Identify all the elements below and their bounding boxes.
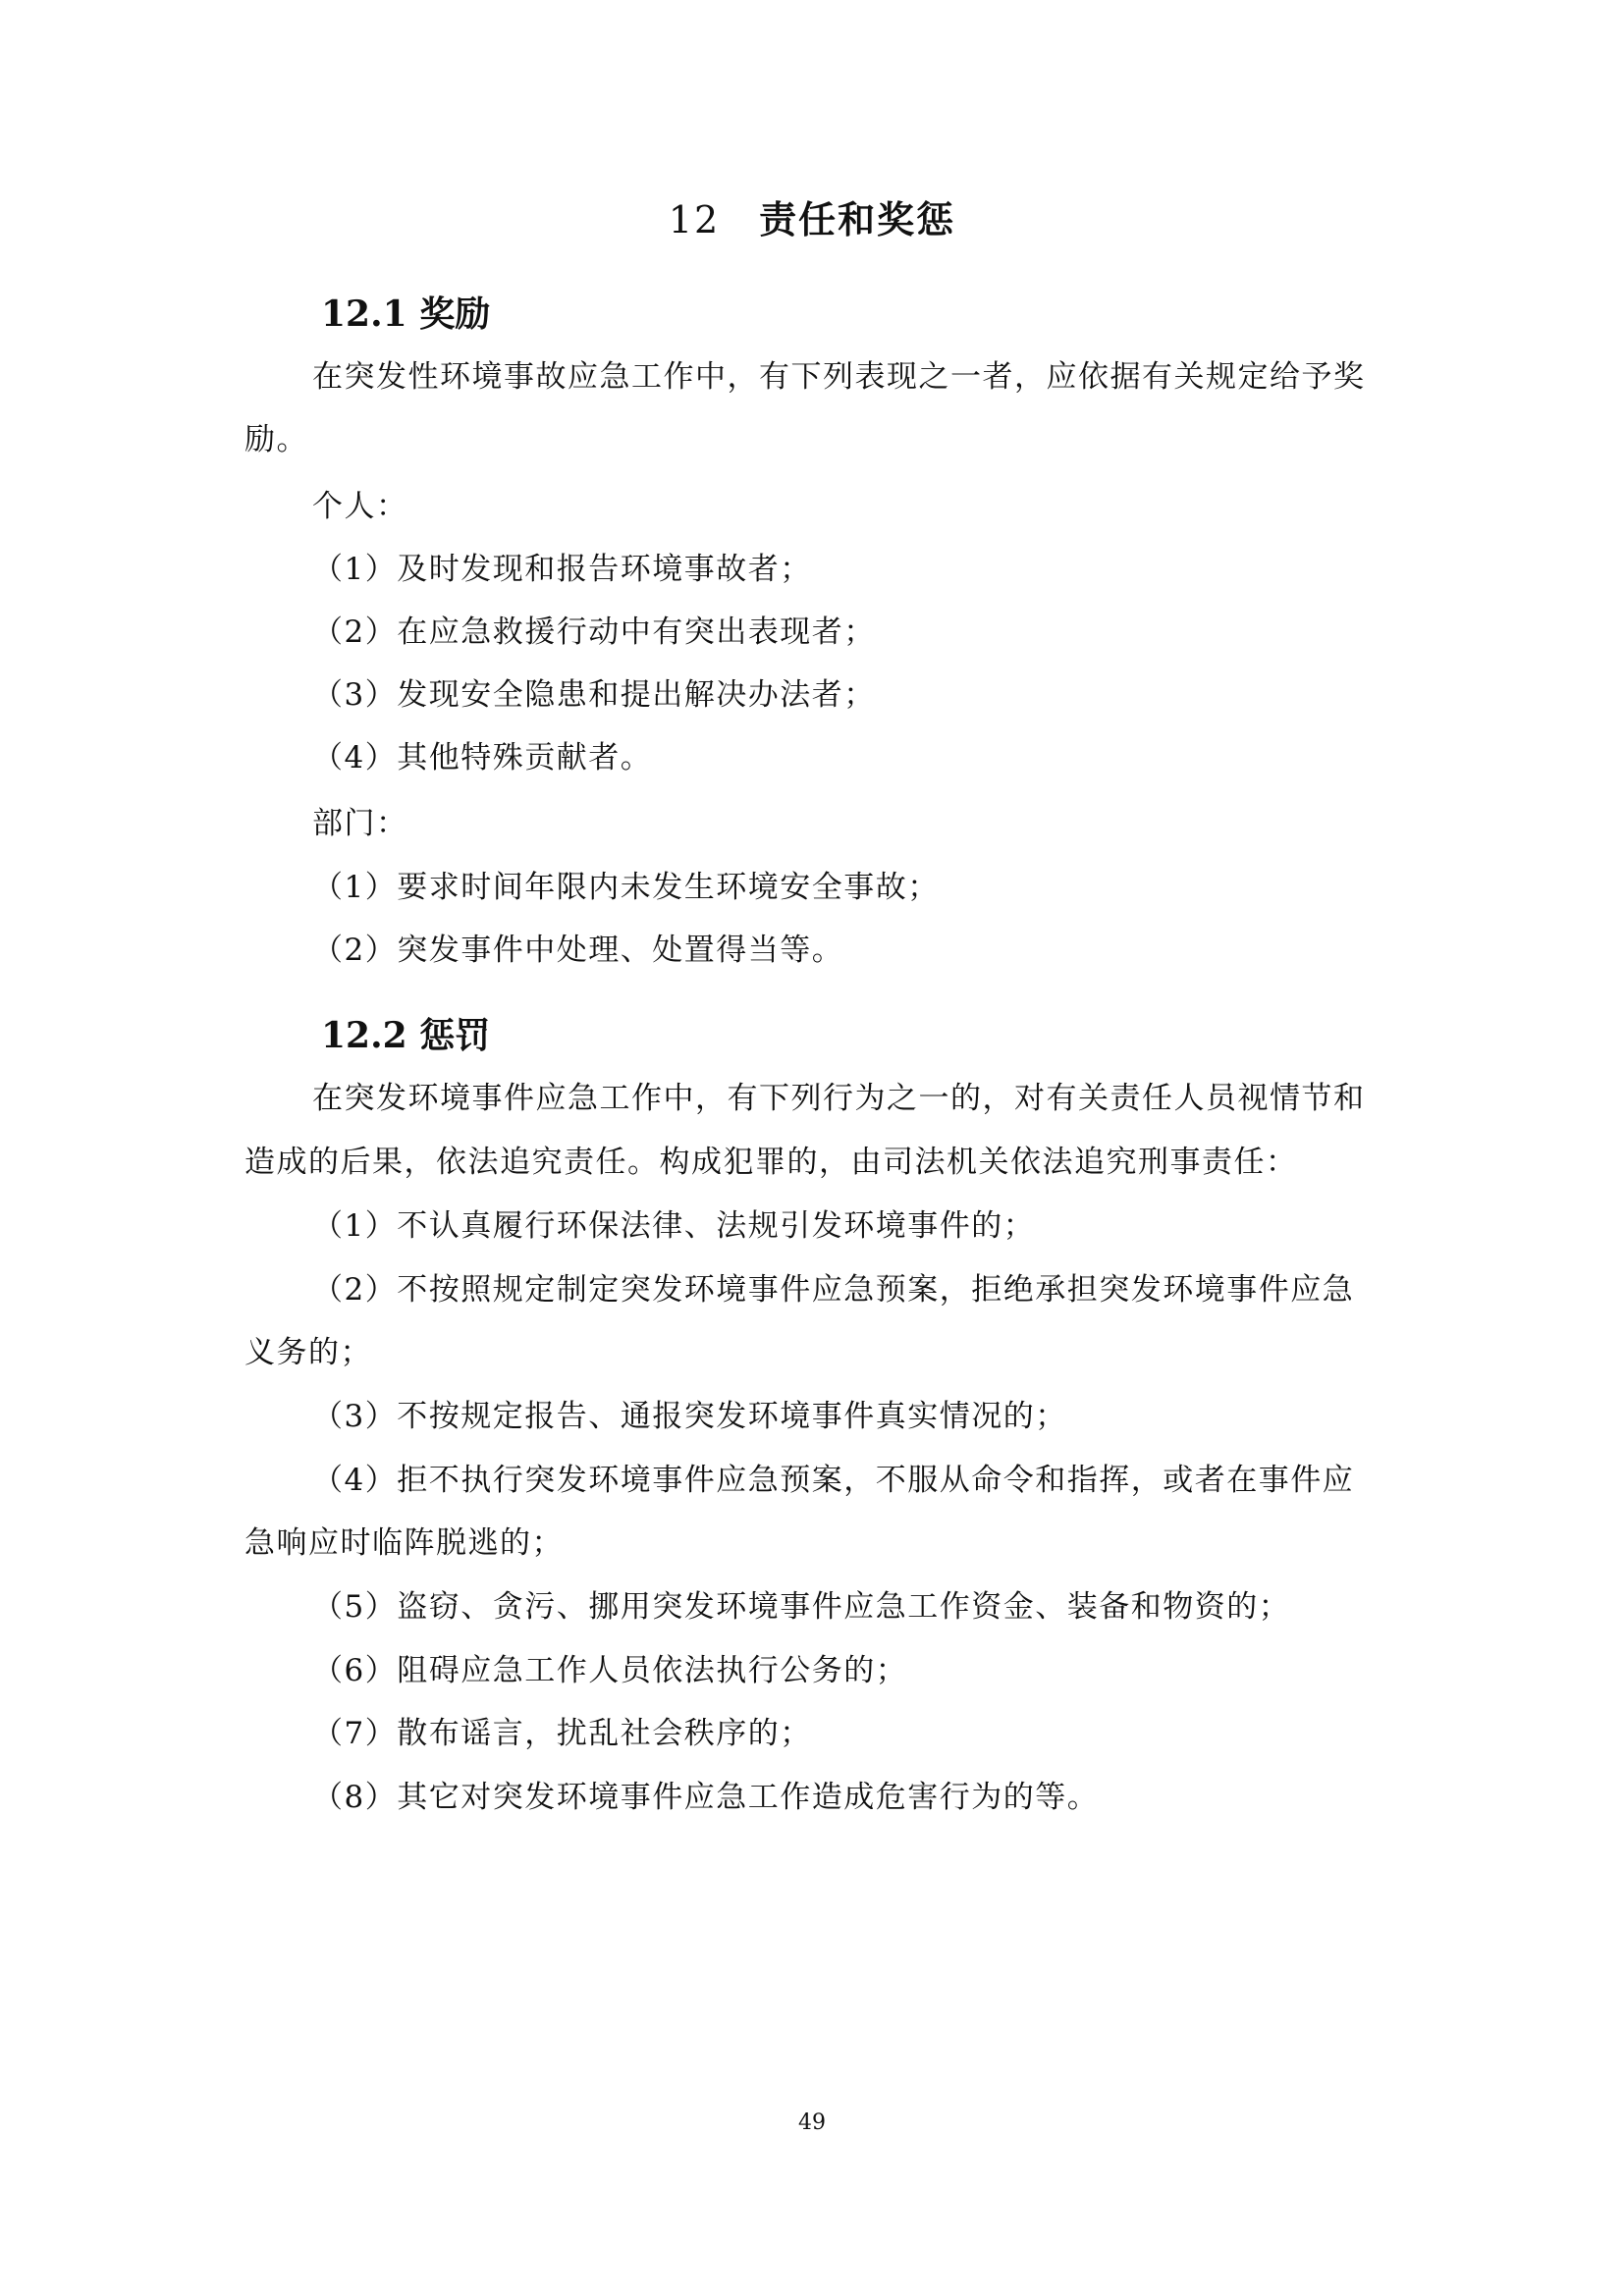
penalty-item-7: （7）散布谣言，扰乱社会秩序的； — [312, 1716, 812, 1751]
penalty-item-2-line-1: （2）不按照规定制定突发环境事件应急预案，拒绝承担突发环境事件应急 — [312, 1272, 1355, 1308]
penalty-item-3: （3）不按规定报告、通报突发环境事件真实情况的； — [312, 1399, 1067, 1434]
section-heading-rewards: 12.1 奖励 — [321, 294, 491, 335]
department-item: （1）要求时间年限内未发生环境安全事故； — [312, 870, 940, 905]
penalties-intro-line-2: 造成的后果，依法追究责任。构成犯罪的，由司法机关依法追究刑事责任： — [244, 1145, 1298, 1180]
penalty-item-8: （8）其它对突发环境事件应急工作造成危害行为的等。 — [312, 1780, 1100, 1815]
individual-item: （1）及时发现和报告环境事故者； — [312, 552, 812, 587]
penalty-item-2-line-2: 义务的； — [244, 1335, 372, 1370]
individual-item: （3）发现安全隐患和提出解决办法者； — [312, 677, 876, 713]
penalty-item-6: （6）阻碍应急工作人员依法执行公务的； — [312, 1653, 908, 1688]
chapter-number: 12 — [668, 198, 721, 241]
chapter-heading: 责任和奖惩 — [759, 197, 956, 241]
department-item: （2）突发事件中处理、处置得当等。 — [312, 933, 844, 968]
rewards-intro-line-2: 励。 — [244, 422, 308, 457]
page-number: 49 — [798, 2110, 826, 2135]
individual-item: （4）其他特殊贡献者。 — [312, 740, 653, 775]
rewards-intro-line-1: 在突发性环境事故应急工作中，有下列表现之一者，应依据有关规定给予奖 — [312, 359, 1366, 395]
individual-label: 个人： — [312, 489, 408, 524]
penalties-intro-line-1: 在突发环境事件应急工作中，有下列行为之一的，对有关责任人员视情节和 — [312, 1081, 1366, 1116]
department-label: 部门： — [312, 806, 408, 841]
penalty-item-5: （5）盗窃、贪污、挪用突发环境事件应急工作资金、装备和物资的； — [312, 1589, 1291, 1625]
penalty-item-4-line-2: 急响应时临阵脱逃的； — [244, 1525, 564, 1561]
individual-item: （2）在应急救援行动中有突出表现者； — [312, 614, 876, 650]
penalty-item-1: （1）不认真履行环保法律、法规引发环境事件的； — [312, 1208, 1036, 1244]
chapter-title — [0, 194, 1624, 245]
penalty-item-4-line-1: （4）拒不执行突发环境事件应急预案，不服从命令和指挥，或者在事件应 — [312, 1463, 1355, 1498]
section-heading-penalties: 12.2 惩罚 — [321, 1015, 491, 1056]
